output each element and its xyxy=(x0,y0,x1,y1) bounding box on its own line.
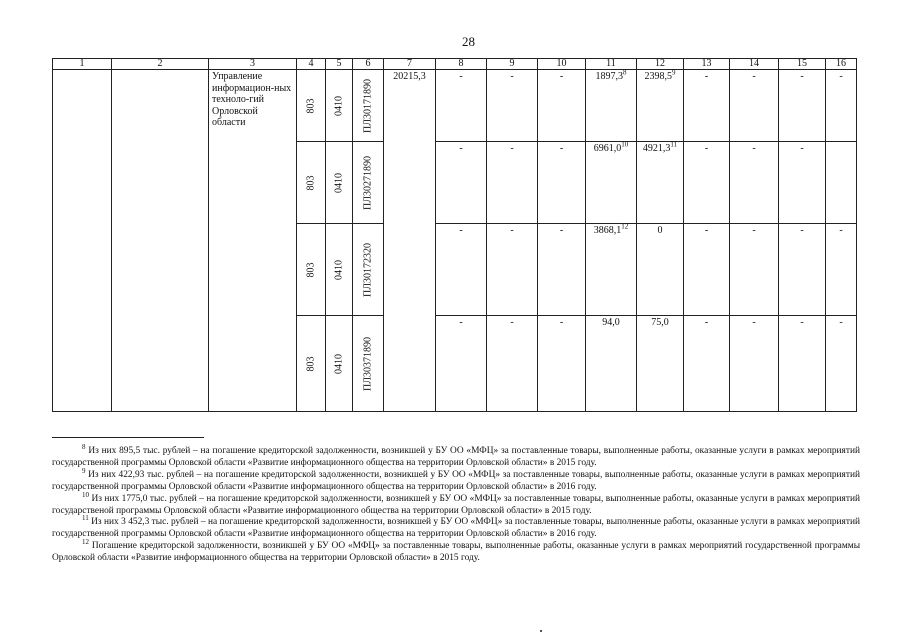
gr-code: 803 xyxy=(305,262,317,277)
header-col-6: 6 xyxy=(353,59,384,70)
header-col-13: 13 xyxy=(684,59,730,70)
header-col-5: 5 xyxy=(326,59,353,70)
cell-col-12: 75,0 xyxy=(637,316,684,412)
header-col-11: 11 xyxy=(586,59,637,70)
footnote-separator xyxy=(52,437,204,438)
cell-col-6 xyxy=(353,224,384,316)
cell-col-4 xyxy=(297,316,326,412)
header-col-1: 1 xyxy=(53,59,112,70)
gr-code: 803 xyxy=(305,98,317,113)
gr-code: 803 xyxy=(305,356,317,371)
cell-col-4 xyxy=(297,70,326,142)
cell-col-15: - xyxy=(779,142,826,224)
cell-col-4 xyxy=(297,224,326,316)
cell-col-13: - xyxy=(684,70,730,142)
cell-col-2 xyxy=(112,70,209,412)
cell-col-12: 0 xyxy=(637,224,684,316)
cell-col-10: - xyxy=(538,224,586,316)
table-row xyxy=(53,70,857,142)
cell-col-6 xyxy=(353,70,384,142)
header-col-3: 3 xyxy=(209,59,297,70)
header-col-10: 10 xyxy=(538,59,586,70)
total-value: 20215,3 xyxy=(384,70,436,412)
cell-col-9: - xyxy=(487,224,538,316)
section-code: 0410 xyxy=(333,353,345,374)
footnote: $^9$ Из них 422,93 тыс. рублей – на погашение кредиторской задолженности, возникшей у БУ ОО «МФЦ» за поставленные товары, выполненные работы, оказанные услуги в рамках мероприятий государственной программы Орловской области «Развитие информационного общества на территории Орловской области» в 2016 году. xyxy=(52,466,860,492)
cell-col-14: - xyxy=(730,70,779,142)
header-col-14: 14 xyxy=(730,59,779,70)
cell-col-6 xyxy=(353,142,384,224)
cell-col-13: - xyxy=(684,142,730,224)
section-code: 0410 xyxy=(333,259,345,280)
target-code: ПЛ30171890 xyxy=(362,78,374,133)
header-col-8: 8 xyxy=(436,59,487,70)
cell-col-9: - xyxy=(487,316,538,412)
header-row xyxy=(53,59,857,70)
header-col-7: 7 xyxy=(384,59,436,70)
cell-col-8: - xyxy=(436,70,487,142)
cell-col-15: - xyxy=(779,224,826,316)
cell-col-16: - xyxy=(826,316,857,412)
cell-col-8: - xyxy=(436,316,487,412)
cell-col-5 xyxy=(326,142,353,224)
section-code: 0410 xyxy=(333,95,345,116)
cell-col-9: - xyxy=(487,70,538,142)
cell-col-11: 6961,0$^{10}$ xyxy=(586,142,637,224)
cell-col-11: 1897,3$^8$ xyxy=(586,70,637,142)
footnotes xyxy=(52,442,861,565)
target-code: ПЛ30172320 xyxy=(362,242,374,297)
header-col-12: 12 xyxy=(637,59,684,70)
target-code: ПЛ30371890 xyxy=(362,336,374,391)
cell-col-14: - xyxy=(730,142,779,224)
cell-col-16: - xyxy=(826,224,857,316)
cell-col-16 xyxy=(826,142,857,224)
cell-col-11: 3868,1$^{12}$ xyxy=(586,224,637,316)
header-col-9: 9 xyxy=(487,59,538,70)
cell-col-6 xyxy=(353,316,384,412)
cell-col-5 xyxy=(326,224,353,316)
cell-col-12: 4921,3$^{11}$ xyxy=(637,142,684,224)
footnote: $^{10}$ Из них 1775,0 тыс. рублей – на погашение кредиторской задолженности, возникшей у БУ ОО «МФЦ» за поставленные товары, выполненные работы, оказанные услуги в рамках мероприятий государственой программы Орловской области «Развитие информационного общества на территории Орловской области» в 2015 году. xyxy=(52,490,860,516)
cell-col-11: 94,0 xyxy=(586,316,637,412)
gr-code: 803 xyxy=(305,175,317,190)
header-col-4: 4 xyxy=(297,59,326,70)
header-col-15: 15 xyxy=(779,59,826,70)
cell-col-8: - xyxy=(436,142,487,224)
cell-col-15: - xyxy=(779,316,826,412)
footnote: $^8$ Из них 895,5 тыс. рублей – на погашение кредиторской задолженности, возникшей у БУ ОО «МФЦ» за поставленные товары, выполненные работы, оказанные услуги в рамках мероприятий государственной программы Орловской области «Развитие информационного общества на территории Орловской области» в 2015 году. xyxy=(52,442,860,468)
cell-col-9: - xyxy=(487,142,538,224)
footnote: $^{11}$ Из них 3 452,3 тыс. рублей – на погашение кредиторской задолженности, возникшей у БУ ОО «МФЦ» за поставленные товары, выполненные работы, оказанные услуги в рамках мероприятий государственной программы Орловской области «Развитие информационного общества на территории Орловской области» в 2016 году. xyxy=(52,514,860,540)
cell-col-4 xyxy=(297,142,326,224)
cell-col-8: - xyxy=(436,224,487,316)
cell-col-12: 2398,5$^9$ xyxy=(637,70,684,142)
budget-table xyxy=(52,58,857,412)
cell-col-5 xyxy=(326,70,353,142)
cell-col-16: - xyxy=(826,70,857,142)
cell-col-10: - xyxy=(538,142,586,224)
footnote: $^{12}$ Погашение кредиторской задолженности, возникшей у БУ ОО «МФЦ» за поставленные товары, выполненные работы, оказанные услуги в рамках мероприятий государственной программы Орловской области «Развитие информационного общества на территории Орловской области» в 2015 году. xyxy=(52,538,861,564)
cell-col-14: - xyxy=(730,316,779,412)
cell-col-15: - xyxy=(779,70,826,142)
section-code: 0410 xyxy=(333,172,345,193)
cell-col-5 xyxy=(326,316,353,412)
organization-name: Управление информацион-ных техноло-гий Орловской области xyxy=(209,70,297,412)
cell-col-10: - xyxy=(538,70,586,142)
cell-col-14: - xyxy=(730,224,779,316)
cell-col-10: - xyxy=(538,316,586,412)
header-col-16: 16 xyxy=(826,59,857,70)
scan-speck xyxy=(540,630,542,632)
cell-col-1 xyxy=(53,70,112,412)
page-number: 28 xyxy=(462,34,475,49)
header-col-2: 2 xyxy=(112,59,209,70)
cell-col-13: - xyxy=(684,316,730,412)
target-code: ПЛ30271890 xyxy=(362,155,374,210)
cell-col-13: - xyxy=(684,224,730,316)
